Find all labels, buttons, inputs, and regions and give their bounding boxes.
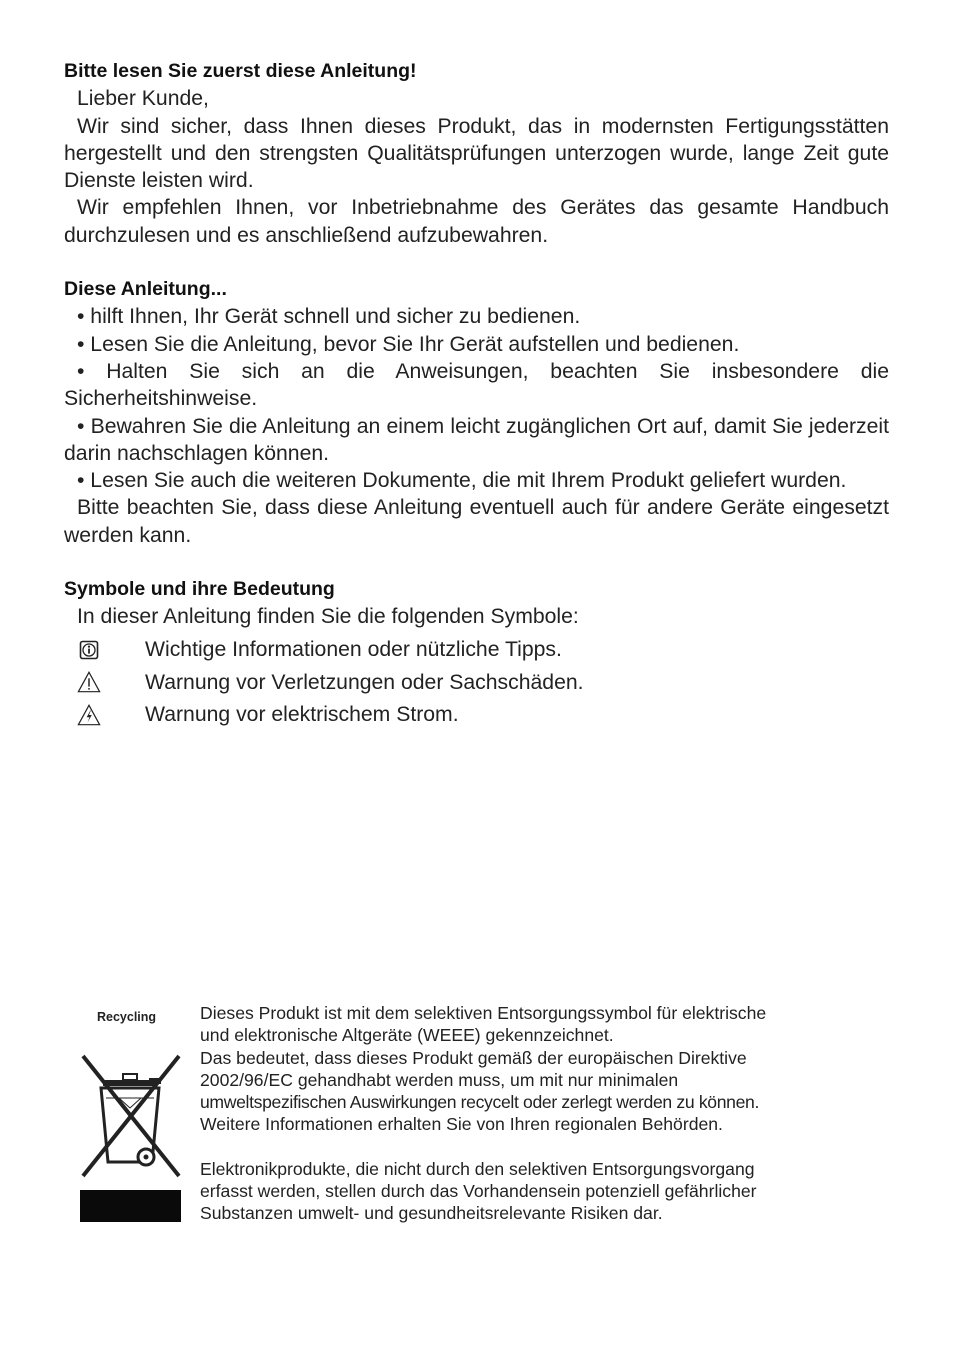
electric-warning-icon — [77, 703, 101, 727]
recycling-line: umweltspezifischen Auswirkungen recycelt oder zerlegt werden zu können. — [200, 1092, 759, 1113]
symbol-row-warning — [64, 666, 889, 699]
manual-page — [64, 58, 889, 731]
manual-heading: Diese Anleitung... — [64, 278, 227, 301]
bullet-item: • Lesen Sie die Anleitung, bevor Sie Ihr Gerät aufstellen und bedienen. — [77, 332, 740, 356]
recycling-line: Substanzen umwelt- und gesundheitsrelevante Risiken dar. — [200, 1203, 663, 1224]
symbol-text: Warnung vor Verletzungen oder Sachschäden. — [145, 670, 584, 694]
recycling-line: 2002/96/EC gehandhabt werden muss, um mit nur minimalen — [200, 1069, 679, 1090]
symbols-intro: In dieser Anleitung finden Sie die folgenden Symbole: — [77, 605, 579, 629]
recycling-line: Weitere Informationen erhalten Sie von Ihren regionalen Behörden. — [200, 1114, 723, 1135]
recycling-bar — [80, 1190, 181, 1222]
recycling-text — [200, 1002, 840, 1225]
symbol-text: Warnung vor elektrischem Strom. — [145, 703, 459, 727]
symbol-text: Wichtige Informationen oder nützliche Tipps. — [145, 638, 562, 662]
info-icon — [77, 638, 101, 662]
recycling-line: Elektronikprodukte, die nicht durch den selektiven Entsorgungsvorgang — [200, 1158, 755, 1179]
manual-note: Bitte beachten Sie, dass diese Anleitung eventuell auch für andere Geräte eingesetzt werden kann. — [64, 496, 889, 547]
recycling-line: Das bedeutet, dass dieses Produkt gemäß der europäischen Direktive — [200, 1047, 747, 1068]
bullet-item: • Lesen Sie auch die weiteren Dokumente, die mit Ihrem Produkt geliefert wurden. — [77, 469, 847, 493]
recycling-line: erfasst werden, stellen durch das Vorhandensein potenziell gefährlicher — [200, 1181, 757, 1202]
recycling-label: Recycling — [97, 1010, 157, 1024]
bullet-item: • Halten Sie sich an die Anweisungen, beachten Sie insbesondere die Sicherheitshinweise. — [64, 359, 889, 411]
bullet-item: • Bewahren Sie die Anleitung an einem leicht zugänglichen Ort auf, damit Sie jederzeit darin nachschlagen können. — [64, 414, 889, 465]
symbol-row-electric — [64, 699, 889, 732]
symbol-row-info — [64, 634, 889, 667]
intro-paragraph-1: Wir sind sicher, dass Ihnen dieses Produkt, das in modernsten Fertigungsstätten hergestellt und den strengsten Qualitätsprüfungen unterzogen wurde, lange Zeit gute Dienste leisten wird. — [64, 114, 889, 193]
greeting: Lieber Kunde, — [77, 87, 209, 111]
crossed-out-bin-icon — [79, 1050, 183, 1185]
warning-icon — [77, 670, 101, 694]
recycling-line: und elektronische Altgeräte (WEEE) gekennzeichnet. — [200, 1025, 614, 1046]
intro-paragraph-2: Wir empfehlen Ihnen, vor Inbetriebnahme des Gerätes das gesamte Handbuch durchzulesen und es anschließend aufzubewahren. — [64, 196, 889, 247]
intro-heading: Bitte lesen Sie zuerst diese Anleitung! — [64, 60, 417, 82]
bullet-item: • hilft Ihnen, Ihr Gerät schnell und sicher zu bedienen. — [77, 305, 581, 329]
recycling-line: Dieses Produkt ist mit dem selektiven Entsorgungssymbol für elektrische — [200, 1003, 767, 1023]
symbols-heading: Symbole und ihre Bedeutung — [64, 578, 335, 601]
